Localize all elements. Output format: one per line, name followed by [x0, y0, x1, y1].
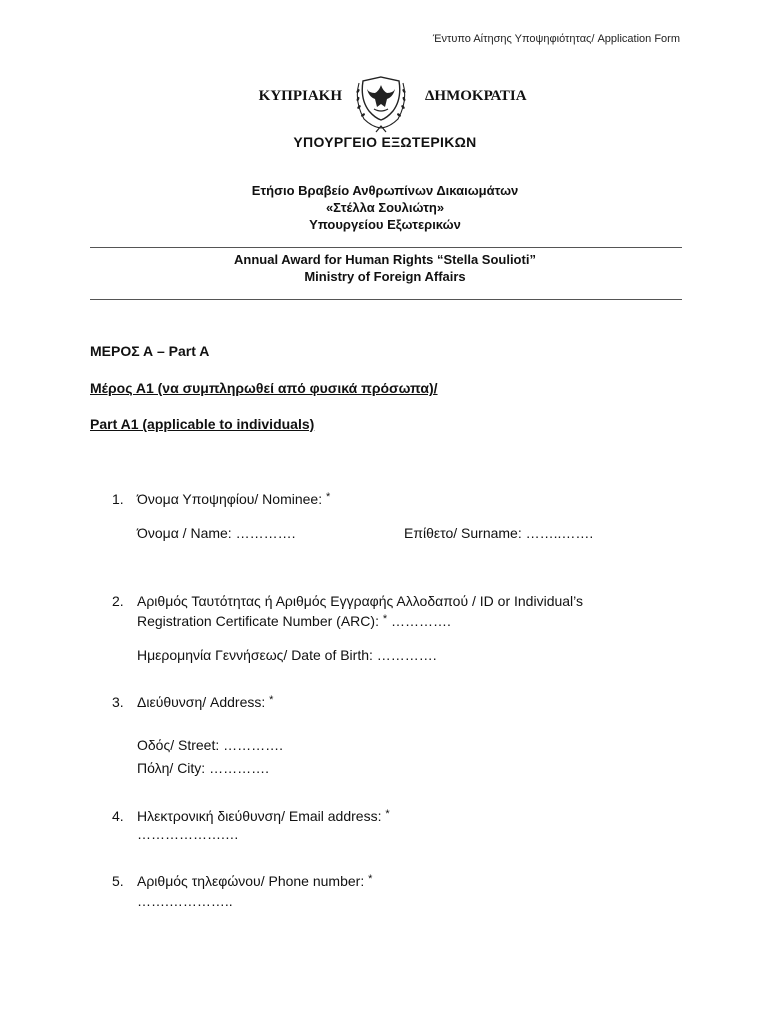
award-gr-line-1: Ετήσιο Βραβείο Ανθρωπίνων Δικαιωμάτων: [251, 183, 519, 198]
required-mark: *: [382, 613, 388, 625]
award-gr-line-3: Υπουργείου Εξωτερικών: [309, 217, 461, 232]
dob-field[interactable]: Ημερομηνία Γεννήσεως/ Date of Birth: ………….: [137, 647, 437, 663]
city-field[interactable]: Πόλη/ City: ………….: [137, 760, 269, 776]
part-a1-heading-greek: Μέρος Α1 (να συμπληρωθεί από φυσικά πρόσωπα)/: [90, 380, 438, 396]
id-label-line-2: Registration Certificate Number (ARC):: [137, 613, 379, 629]
email-question: [112, 805, 390, 826]
award-gr-line-2: «Στέλλα Σουλιώτη»: [325, 200, 445, 215]
street-field[interactable]: Οδός/ Street: ………….: [137, 737, 284, 753]
required-mark: *: [368, 873, 373, 885]
item-number: 3.: [112, 694, 124, 710]
address-label: Διεύθυνση/ Address:: [137, 694, 266, 710]
name-field[interactable]: Όνομα / Name: ………….: [137, 525, 296, 541]
id-fill[interactable]: ………….: [391, 613, 451, 629]
divider-top: [90, 247, 682, 248]
phone-question: [112, 870, 372, 891]
award-en-line-1: Annual Award for Human Rights “Stella Soulioti”: [234, 252, 536, 267]
nominee-label: Όνομα Υποψηφίου/ Nominee:: [137, 491, 323, 507]
award-en-line-2: Ministry of Foreign Affairs: [304, 269, 466, 284]
ministry-title: ΥΠΟΥΡΓΕΙΟ ΕΞΩΤΕΡΙΚΩΝ: [293, 134, 477, 150]
surname-field[interactable]: Επίθετο/ Surname: ……..…….: [404, 525, 594, 541]
cyprus-coat-of-arms-icon: [350, 71, 412, 133]
item-number: 1.: [112, 491, 124, 507]
id-question: [112, 592, 583, 611]
item-number: 2.: [112, 593, 124, 609]
crest-left-text: ΚΥΠΡΙΑΚΗ: [258, 88, 342, 104]
divider-bottom: [90, 299, 682, 300]
item-number: 4.: [112, 808, 124, 824]
award-title-greek: [0, 182, 770, 233]
crest-header: [0, 82, 770, 140]
id-label-line-1: Αριθμός Ταυτότητας ή Αριθμός Εγγραφής Αλλοδαπού / ID or Individual’s: [137, 593, 584, 609]
phone-field[interactable]: …….…………..: [137, 893, 233, 909]
required-mark: *: [326, 491, 331, 503]
form-type-label: Έντυπο Αίτησης Υποψηφιότητας/ Application Form: [432, 33, 680, 45]
award-title-english: [0, 251, 770, 285]
item-number: 5.: [112, 873, 124, 889]
required-mark: *: [269, 694, 274, 706]
part-a1-heading-english: Part A1 (applicable to individuals): [90, 416, 315, 432]
part-a-heading: ΜΕΡΟΣ Α – Part A: [90, 343, 210, 359]
phone-label: Αριθμός τηλεφώνου/ Phone number:: [137, 873, 365, 889]
nominee-question: [112, 488, 330, 509]
address-question: [112, 691, 273, 712]
email-label: Ηλεκτρονική διεύθυνση/ Email address:: [137, 808, 382, 824]
required-mark: *: [385, 808, 390, 820]
email-field[interactable]: ……………….…: [137, 826, 239, 842]
id-field[interactable]: [137, 610, 451, 631]
crest-right-text: ΔΗΜΟΚΡΑΤΙΑ: [425, 88, 527, 104]
